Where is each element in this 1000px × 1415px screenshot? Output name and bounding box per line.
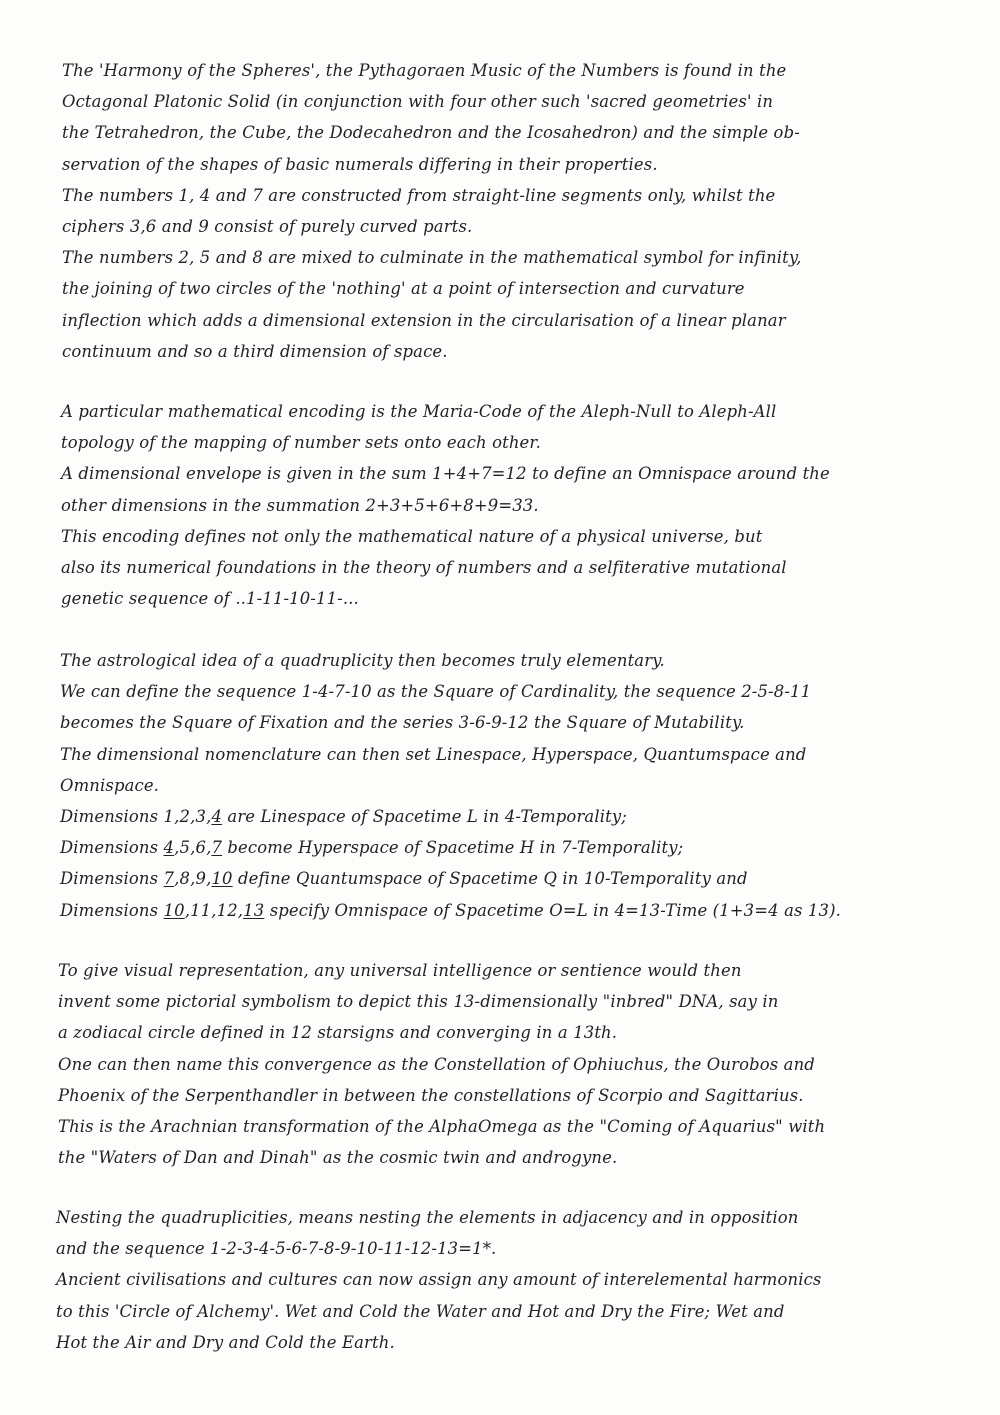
text-line: inflection which adds a dimensional extension in the circularisation of a linear planar: [62, 310, 786, 330]
text-line: the Tetrahedron, the Cube, the Dodecahedron and the Icosahedron) and the simple ob-: [62, 123, 800, 143]
text-line: genetic sequence of ..1-11-10-11-...: [61, 589, 359, 609]
text-line: A dimensional envelope is given in the sum 1+4+7=12 to define an Omnispace around the: [61, 464, 830, 484]
text-line: ciphers 3,6 and 9 consist of purely curved parts.: [62, 216, 473, 236]
text-line: Ancient civilisations and cultures can now assign any amount of interelemental harmonics: [56, 1270, 822, 1290]
underlined-number: 13: [243, 900, 265, 920]
text-line: The dimensional nomenclature can then set Linespace, Hyperspace, Quantumspace and: [60, 744, 807, 764]
paragraph-visual-representation: [58, 955, 978, 1173]
text-line: This is the Arachnian transformation of the AlphaOmega as the "Coming of Aquarius" with: [58, 1116, 826, 1136]
dimensions-line-linespace: Dimensions 1,2,3,4 are Linespace of Spacetime L in 4-Temporality;: [60, 806, 627, 826]
text-line: One can then name this convergence as the Constellation of Ophiuchus, the Ourobos and: [58, 1054, 815, 1074]
text-line: topology of the mapping of number sets onto each other.: [61, 433, 541, 453]
dimensions-line-hyperspace: Dimensions 4,5,6,7 become Hyperspace of Spacetime H in 7-Temporality;: [60, 838, 684, 858]
text-line: The astrological idea of a quadruplicity then becomes truly elementary.: [60, 651, 665, 670]
text-line: Octagonal Platonic Solid (in conjunction with four other such 'sacred geometries' in: [62, 92, 774, 112]
underlined-number: 4: [163, 838, 175, 858]
text-line: Nesting the quadruplicities, means nesting the elements in adjacency and in opposition: [56, 1208, 799, 1227]
paragraph-encoding: [61, 396, 981, 614]
text-line: This encoding defines not only the mathematical nature of a physical universe, but: [61, 526, 763, 546]
text-line: The numbers 1, 4 and 7 are constructed from straight-line segments only, whilst the: [62, 185, 776, 205]
text-line: The numbers 2, 5 and 8 are mixed to culminate in the mathematical symbol for infinity,: [62, 248, 802, 268]
dimensions-line-quantumspace: Dimensions 7,8,9,10 define Quantumspace of Spacetime Q in 10-Temporality and: [60, 869, 748, 889]
paragraph-quadruplicity: [60, 645, 980, 926]
text-line: the joining of two circles of the 'nothing' at a point of intersection and curvature: [62, 279, 745, 299]
text-line: Hot the Air and Dry and Cold the Earth.: [56, 1332, 395, 1352]
text-line: Phoenix of the Serpenthandler in between the constellations of Scorpio and Sagittarius.: [58, 1085, 804, 1105]
text-line: servation of the shapes of basic numerals differing in their properties.: [62, 154, 658, 174]
text-line: becomes the Square of Fixation and the series 3-6-9-12 the Square of Mutability.: [60, 713, 745, 733]
text-line: a zodiacal circle defined in 12 starsigns and converging in a 13th.: [58, 1023, 618, 1043]
underlined-number: 7: [211, 838, 223, 858]
underlined-number: 7: [163, 869, 175, 889]
underlined-number: 10: [163, 900, 185, 920]
text-line: the "Waters of Dan and Dinah" as the cosmic twin and androgyne.: [58, 1148, 618, 1168]
text-line: We can define the sequence 1-4-7-10 as the Square of Cardinality, the sequence 2-5-8-11: [60, 682, 812, 702]
text-line: other dimensions in the summation 2+3+5+6+8+9=33.: [61, 495, 539, 515]
text-line: also its numerical foundations in the theory of numbers and a selfiterative mutational: [61, 557, 787, 577]
text-line: The 'Harmony of the Spheres', the Pythagoraen Music of the Numbers is found in the: [62, 61, 787, 80]
text-line: Omnispace.: [60, 775, 160, 795]
underlined-number: 4: [211, 806, 223, 826]
text-line: A particular mathematical encoding is the Maria-Code of the Aleph-Null to Aleph-All: [61, 402, 777, 421]
text-line: continuum and so a third dimension of space.: [62, 341, 448, 361]
text-line: To give visual representation, any universal intelligence or sentience would then: [58, 961, 742, 980]
text-line: to this 'Circle of Alchemy'. Wet and Cold the Water and Hot and Dry the Fire; Wet and: [56, 1301, 785, 1321]
underlined-number: 10: [211, 869, 233, 889]
text-line: invent some pictorial symbolism to depict this 13-dimensionally "inbred" DNA, say in: [58, 992, 779, 1012]
paragraph-nesting: [56, 1202, 976, 1358]
dimensions-line-omnispace: Dimensions 10,11,12,13 specify Omnispace of Spacetime O=L in 4=13-Time (1+3=4 as 13).: [60, 900, 841, 920]
paragraph-harmony: [62, 55, 982, 367]
text-line: and the sequence 1-2-3-4-5-6-7-8-9-10-11-12-13=1*.: [56, 1239, 497, 1259]
